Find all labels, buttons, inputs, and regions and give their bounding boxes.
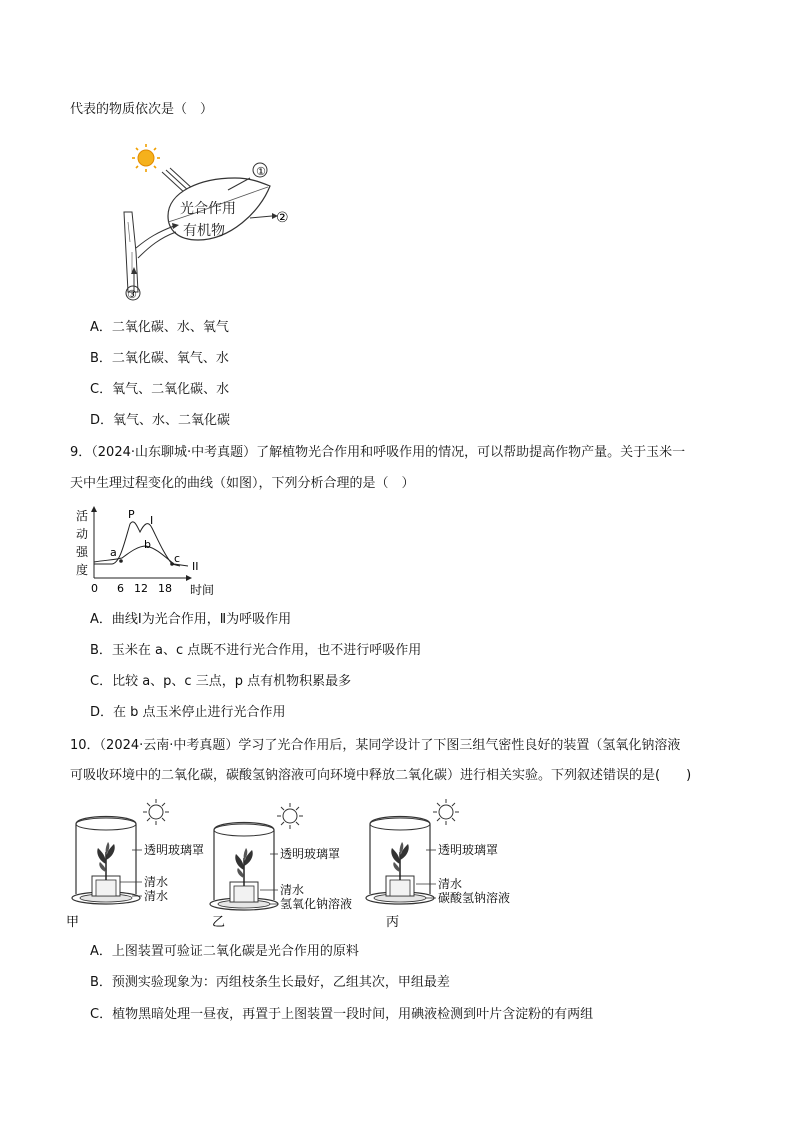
- ylabel-char-2: 动: [76, 527, 89, 541]
- curve-1-label: I: [150, 514, 154, 527]
- q10-option-a[interactable]: A．上图装置可验证二氧化碳是光合作用的原料: [90, 944, 359, 959]
- yi-glass-cover-label: 透明玻璃罩: [280, 847, 341, 861]
- xlabel: 时间: [190, 583, 215, 597]
- q8-option-c[interactable]: C．氧气、二氧化碳、水: [90, 382, 230, 397]
- marker-3: ③: [127, 288, 137, 301]
- tick-6: 6: [117, 582, 124, 595]
- q8-stem-tail: 代表的物质依次是（ ）: [70, 102, 214, 117]
- bing-nahco3-label: 碳酸氢钠溶液: [438, 891, 511, 905]
- q8-option-a[interactable]: A．二氧化碳、水、氧气: [90, 320, 229, 335]
- q10-option-b[interactable]: B．预测实验现象为：丙组枝条生长最好，乙组其次，甲组最差: [90, 975, 450, 990]
- marker-2: ②: [276, 210, 289, 226]
- q9-option-b[interactable]: B．玉米在 a、c 点既不进行光合作用，也不进行呼吸作用: [90, 643, 422, 658]
- curve-1-line: [94, 522, 180, 566]
- group-bing-label: 丙: [386, 915, 400, 930]
- apparatus-jia: [66, 799, 204, 930]
- bing-glass-cover-label: 透明玻璃罩: [438, 843, 499, 857]
- bing-water-label: 清水: [438, 877, 463, 891]
- ylabel-char-3: 强: [76, 545, 89, 559]
- apparatus-yi: [210, 803, 352, 930]
- q8-option-b[interactable]: B．二氧化碳、氧气、水: [90, 351, 229, 366]
- q8-photosynthesis-figure: [110, 142, 300, 302]
- label-organic-matter: 有机物: [183, 223, 225, 239]
- jia-water-label-1: 清水: [144, 875, 169, 889]
- label-photosynthesis: 光合作用: [180, 201, 236, 217]
- tick-18: 18: [158, 582, 172, 595]
- point-c-label: c: [174, 552, 181, 565]
- q9-option-a[interactable]: A．曲线Ⅰ为光合作用，Ⅱ为呼吸作用: [90, 612, 292, 627]
- marker-1: ①: [256, 165, 266, 178]
- q9-option-c[interactable]: C．比较 a、p、c 三点，p 点有机物积累最多: [90, 674, 352, 689]
- q10-stem-line2: 可吸收环境中的二氧化碳，碳酸氢钠溶液可向环境中释放二氧化碳）进行相关实验。下列叙述错误的是( ): [70, 768, 692, 783]
- curve-2-label: II: [192, 560, 199, 573]
- ylabel-char-1: 活: [76, 509, 89, 523]
- q9-option-d[interactable]: D．在 b 点玉米停止进行光合作用: [90, 705, 286, 720]
- yi-water-label: 清水: [280, 883, 305, 897]
- point-p-label: P: [128, 508, 135, 521]
- tick-12: 12: [134, 582, 148, 595]
- q9-activity-curve-chart: [72, 504, 232, 600]
- stem-shape: [124, 212, 138, 292]
- jia-glass-cover-label: 透明玻璃罩: [144, 843, 205, 857]
- q9-stem-line2: 天中生理过程变化的曲线（如图），下列分析合理的是（ ）: [70, 476, 415, 491]
- point-a-label: a: [110, 546, 117, 559]
- point-b-label: b: [144, 538, 151, 551]
- group-yi-label: 乙: [212, 915, 226, 930]
- sun-icon: [132, 144, 160, 172]
- ylabel-char-4: 度: [76, 563, 89, 577]
- apparatus-bing: [366, 799, 510, 930]
- q10-apparatus-figure: [66, 792, 536, 932]
- jia-water-label-2: 清水: [144, 889, 169, 903]
- q8-option-d[interactable]: D．氧气、水、二氧化碳: [90, 413, 231, 428]
- group-jia-label: 甲: [66, 915, 80, 930]
- tick-0: 0: [91, 582, 98, 595]
- q9-stem-line1: 9．（2024·山东聊城·中考真题）了解植物光合作用和呼吸作用的情况，可以帮助提高作物产量。关于玉米一: [70, 445, 686, 460]
- yi-naoh-label: 氢氧化钠溶液: [280, 897, 353, 911]
- q10-stem-line1: 10．（2024·云南·中考真题）学习了光合作用后，某同学设计了下图三组气密性良好的装置（氢氧化钠溶液: [70, 738, 681, 753]
- q10-option-c[interactable]: C．植物黑暗处理一昼夜，再置于上图装置一段时间，用碘液检测到叶片含淀粉的有两组: [90, 1007, 594, 1022]
